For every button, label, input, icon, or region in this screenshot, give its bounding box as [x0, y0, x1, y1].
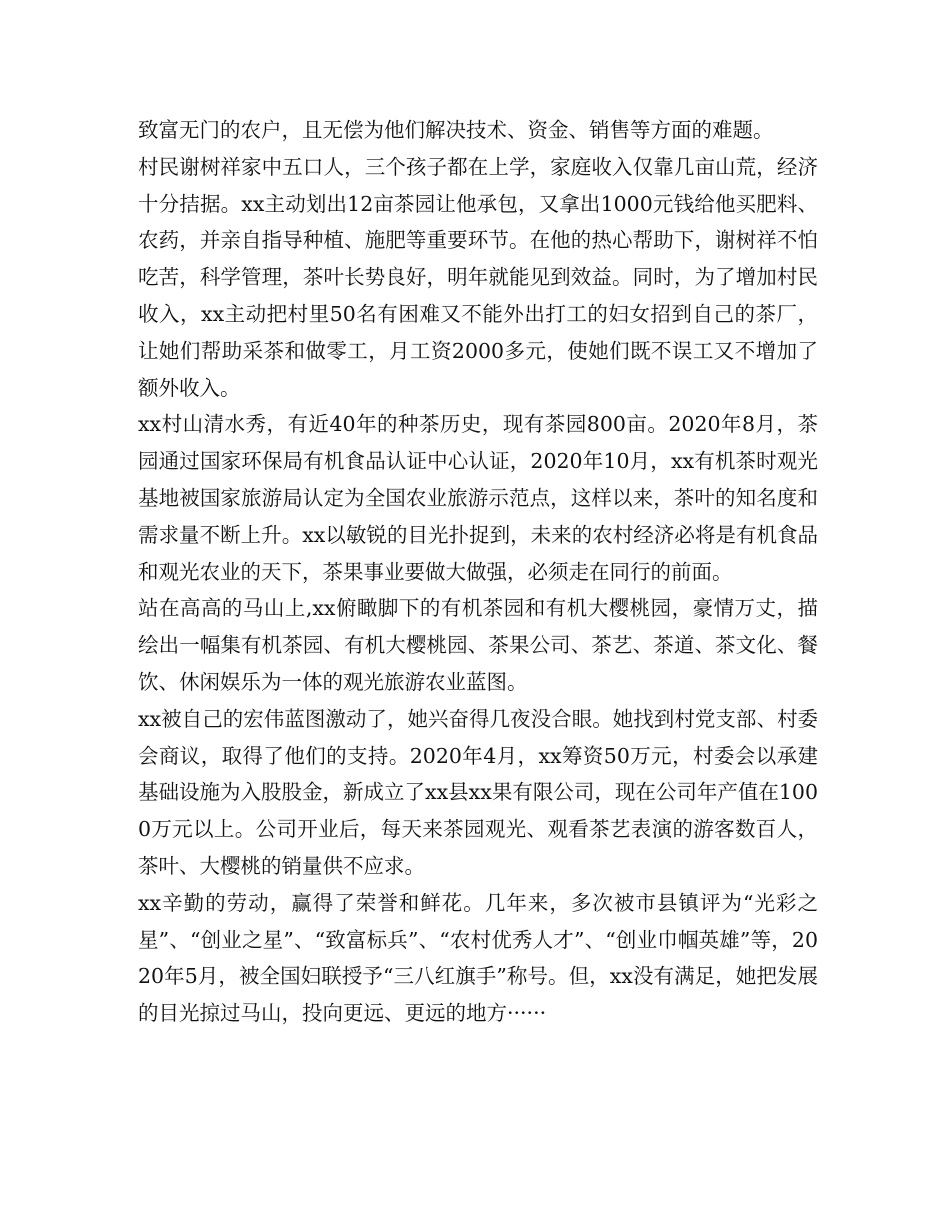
paragraph-4: 站在高高的马山上,xx俯瞰脚下的有机茶园和有机大樱桃园，豪情万丈，描绘出一幅集有机茶园、有机大樱桃园、茶果公司、茶艺、茶道、茶文化、餐饮、休闲娱乐为一体的观光旅游农业蓝图。: [138, 596, 818, 694]
document-body: [138, 112, 818, 1032]
paragraph-3: xx村山清水秀，有近40年的种茶历史，现有茶园800亩。2020年8月，茶园通过国家环保局有机食品认证中心认证，2020年10月，xx有机茶时观光基地被国家旅游局认定为全国农业旅游示范点，这样以来，茶叶的知名度和需求量不断上升。xx以敏锐的目光扑捉到，未来的农村经济必将是有机食品和观光农业的天下，茶果事业要做大做强，必须走在同行的前面。: [138, 412, 818, 584]
paragraph-5: xx被自己的宏伟蓝图激动了，她兴奋得几夜没合眼。她找到村党支部、村委会商议，取得了他们的支持。2020年4月，xx筹资50万元，村委会以承建基础设施为入股股金，新成立了xx县xx果有限公司，现在公司年产值在1000万元以上。公司开业后，每天来茶园观光、观看茶艺表演的游客数百人，茶叶、大樱桃的销量供不应求。: [138, 706, 818, 878]
paragraph-2: 村民谢树祥家中五口人，三个孩子都在上学，家庭收入仅靠几亩山荒，经济十分拮据。xx主动划出12亩茶园让他承包，又拿出1000元钱给他买肥料、农药，并亲自指导种植、施肥等重要环节。在他的热心帮助下，谢树祥不怕吃苦，科学管理，茶叶长势良好，明年就能见到效益。同时，为了增加村民收入，xx主动把村里50名有困难又不能外出打工的妇女招到自己的茶厂，让她们帮助采茶和做零工，月工资2000多元，使她们既不误工又不增加了额外收入。: [138, 154, 818, 400]
paragraph-6: xx辛勤的劳动，赢得了荣誉和鲜花。几年来，多次被市县镇评为“光彩之星”、“创业之星”、“致富标兵”、“农村优秀人才”、“创业巾帼英雄”等，2020年5月，被全国妇联授予“三八红旗手”称号。但，xx没有满足，她把发展的目光掠过马山，投向更远、更远的地方······: [138, 890, 818, 1026]
paragraph-1: 致富无门的农户，且无偿为他们解决技术、资金、销售等方面的难题。: [138, 118, 774, 142]
